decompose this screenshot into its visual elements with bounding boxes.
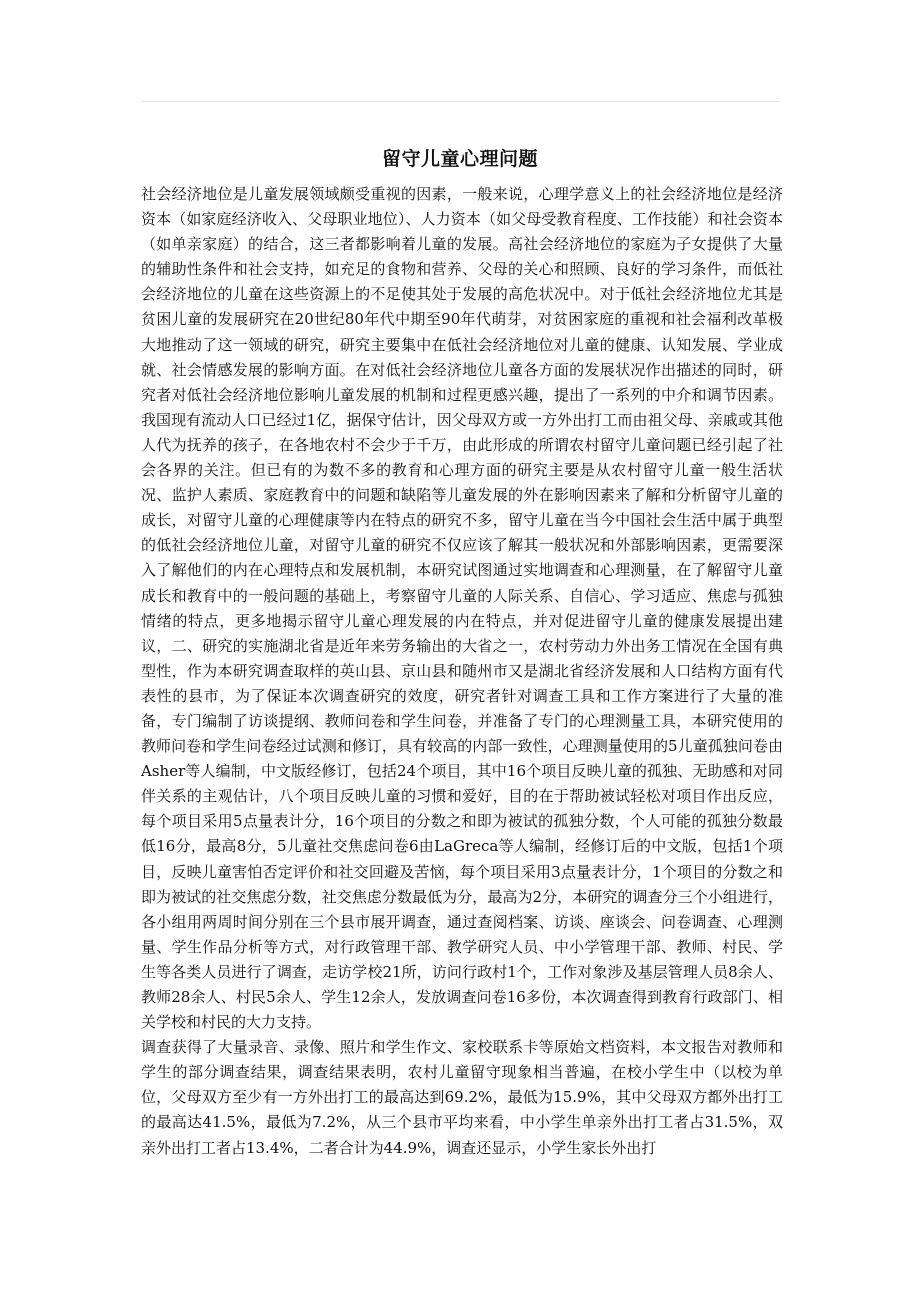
document-title: 留守儿童心理问题 <box>381 147 538 170</box>
body-paragraph: 社会经济地位是儿童发展领域颇受重视的因素，一般来说，心理学意义上的社会经济地位是经济资本（如家庭经济收入、父母职业地位）、人力资本（如父母受教育程度、工作技能）和社会资本（如单亲家庭）的结合，这三者都影响着儿童的发展。高社会经济地位的家庭为子女提供了大量的辅助性条件和社会支持，如充足的食物和营养、父母的关心和照顾、良好的学习条件，而低社会经济地位的儿童在这些资源上的不足使其处于发展的高危状况中。对于低社会经济地位尤其是贫困儿童的发展研究在20世纪80年代中期至90年代萌芽，对贫困家庭的重视和社会福利改革极大地推动了这一领域的研究，研究主要集中在低社会经济地位对儿童的健康、认知发展、学业成就、社会情感发展的影响方面。在对低社会经济地位儿童各方面的发展状况作出描述的同时，研究者对低社会经济地位影响儿童发展的机制和过程更感兴趣，提出了一系列的中介和调节因素。我国现有流动人口已经过1亿，据保守估计，因父母双方或一方外出打工而由祖父母、亲戚或其他人代为抚养的孩子，在各地农村不会少于千万，由此形成的所谓农村留守儿童问题已经引起了社会各界的关注。但已有的为数不多的教育和心理方面的研究主要是从农村留守儿童一般生活状况、监护人素质、家庭教育中的问题和缺陷等儿童发展的外在影响因素来了解和分析留守儿童的成长，对留守儿童的心理健康等内在特点的研究不多，留守儿童在当今中国社会生活中属于典型的低社会经济地位儿童，对留守儿童的研究不仅应该了解其一般状况和外部影响因素，更需要深入了解他们的内在心理特点和发展机制，本研究试图通过实地调查和心理测量，在了解留守儿童成长和教育中的一般问题的基础上，考察留守儿童的人际关系、自信心、学习适应、焦虑与孤独情绪的特点，更多地揭示留守儿童心理发展的内在特点，并对促进留守儿童的健康发展提出建议，二、研究的实施湖北省是近年来劳务输出的大省之一，农村劳动力外出务工情况在全国有典型性，作为本研究调查取样的英山县、京山县和随州市又是湖北省经济发展和人口结构方面有代表性的县市，为了保证本次调查研究的效度，研究者针对调查工具和工作方案进行了大量的准备，专门编制了访谈提纲、教师问卷和学生问卷，并准备了专门的心理测量工具，本研究使用的教师问卷和学生问卷经过试测和修订，具有较高的内部一致性，心理测量使用的5儿童孤独问卷由Asher等人编制，中文版经修订，包括24个项目，其中16个项目反映儿童的孤独、无助感和对同伴关系的主观估计，八个项目反映儿童的习惯和爱好，目的在于帮助被试轻松对项目作出反应，每个项目采用5点量表计分，16个项目的分数之和即为被试的孤独分数，个人可能的孤独分数最低16分，最高8分，5儿童社交焦虑问卷6由LaGreca等人编制，经修订后的中文版，包括1个项目，反映儿童害怕否定评价和社交回避及苦恼，每个项目采用3点量表计分，1个项目的分数之和即为被试的社交焦虑分数，社交焦虑分数最低为分，最高为2分，本研究的调查分三个小组进行，各小组用两周时间分别在三个县市展开调查，通过查阅档案、访谈、座谈会、问卷调查、心理测量、学生作品分析等方式，对行政管理干部、教学研究人员、中小学管理干部、教师、村民、学生等各类人员进行了调查，走访学校21所，访问行政村1个，工作对象涉及基层管理人员8余人、教师28余人、村民5余人、学生12余人，发放调查问卷16多份，本次调查得到教育行政部门、相关学校和村民的大力支持。 <box>141 185 783 1032</box>
document-body <box>141 182 783 1161</box>
body-paragraph: 调查获得了大量录音、录像、照片和学生作文、家校联系卡等原始文档资料，本文报告对教师和学生的部分调查结果，调查结果表明，农村儿童留守现象相当普遍，在校小学生中（以校为单位，父母双方至少有一方外出打工的最高达到69.2%，最低为15.9%，其中父母双方都外出打工的最高达41.5%，最低为7.2%，从三个县市平均来看，中小学生单亲外出打工者占31.5%，双亲外出打工者占13.4%，二者合计为44.9%，调查还显示，小学生家长外出打 <box>141 1038 783 1157</box>
header-divider <box>141 101 780 102</box>
